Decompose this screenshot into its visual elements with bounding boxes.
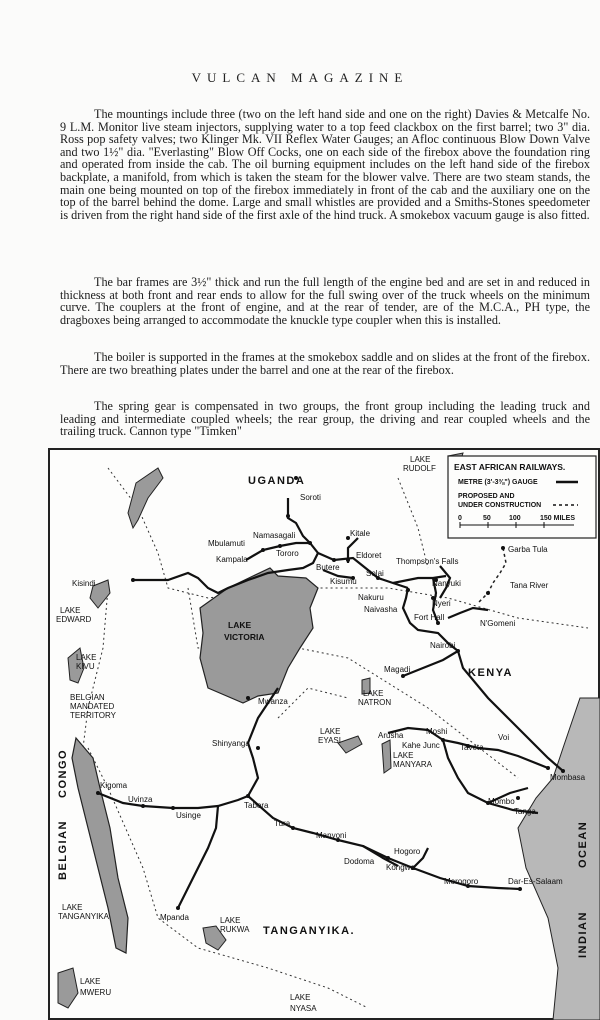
legend-scale-100: 100 <box>509 515 521 522</box>
lake-victoria-label-2: VICTORIA <box>224 632 265 642</box>
region-mandated-1: BELGIAN <box>70 693 105 702</box>
town-manyoni: Manyoni <box>316 831 347 840</box>
lake-natron-label-2: NATRON <box>358 698 392 707</box>
town-mombo: Mombo <box>488 797 515 806</box>
town-tororo: Tororo <box>276 549 299 558</box>
town-nairobi: Nairobi <box>430 641 456 650</box>
lake-tanganyika-label-1: LAKE <box>62 903 83 912</box>
lake-nyasa-label-1: LAKE <box>290 993 311 1002</box>
town-butere: Butere <box>316 563 340 572</box>
town-ngomeni: N'Gomeni <box>480 619 516 628</box>
legend-title: EAST AFRICAN RAILWAYS. <box>454 462 566 472</box>
town-taveta: Taveta <box>460 743 484 752</box>
lake-edward-label-2: EDWARD <box>56 615 92 624</box>
town-mwanza: Mwanza <box>258 697 288 706</box>
lake-nyasa-label-2: NYASA <box>290 1004 317 1013</box>
lake-rukwa-label-2: RUKWA <box>220 925 250 934</box>
paragraph-boiler: The boiler is supported in the frames at the smokebox saddle and on slides at the front of the firebox. There are two breathing plates under the barrel and one at the rear of the firebox. <box>60 350 590 377</box>
lake-edward-label-1: LAKE <box>60 606 81 615</box>
lake-kivu-label-1: LAKE <box>76 653 97 662</box>
town-solai: Solai <box>366 569 384 578</box>
legend-scale-150: 150 MILES <box>540 515 576 522</box>
region-belgian: BELGIAN <box>57 820 69 880</box>
map-legend <box>448 456 596 538</box>
town-mpanda: Mpanda <box>160 913 189 922</box>
region-uganda: UGANDA <box>248 475 306 487</box>
town-eldoret: Eldoret <box>356 551 382 560</box>
map-svg <box>48 448 600 1020</box>
town-voi: Voi <box>498 733 510 742</box>
town-dodoma: Dodoma <box>344 857 375 866</box>
town-mombasa: Mombasa <box>550 773 586 782</box>
region-ocean: OCEAN <box>577 820 589 868</box>
legend-proposed-1: PROPOSED AND <box>458 493 515 500</box>
lake-mweru-label-1: LAKE <box>80 977 101 986</box>
region-mandated-3: TERRITORY <box>70 711 116 720</box>
lake-eyasi-label-2: EYASI <box>318 736 341 745</box>
town-kisumu: Kisumu <box>330 577 357 586</box>
town-tura: Tura <box>274 819 291 828</box>
town-fort-hall: Fort Hall <box>414 613 445 622</box>
lake-manyara-label-2: MANYARA <box>393 760 432 769</box>
town-shinyanga: Shinyanga <box>212 739 250 748</box>
town-dar-es-salaam: Dar-Es-Salaam <box>508 877 563 886</box>
region-congo: CONGO <box>57 748 69 798</box>
lake-rudolf-label-2: RUDOLF <box>403 464 436 473</box>
town-garba-tula: Garba Tula <box>508 545 548 554</box>
town-kitale: Kitale <box>350 529 371 538</box>
legend-scale-50: 50 <box>483 515 491 522</box>
masthead-title: VULCAN MAGAZINE <box>191 70 409 85</box>
lake-victoria-label-1: LAKE <box>228 620 252 630</box>
town-usinge: Usinge <box>176 811 201 820</box>
lake-tanganyika-label-2: TANGANYIKA <box>58 912 109 921</box>
paragraph-bar-frames: The bar frames are 3½" thick and run the full length of the engine bed and are set in and reduced in thickness at both front and rear ends to allow for the full swing over of the truck wheels on the minimum curve. The couplers at the front of engine, and at the rear of tender, are of the M.C.A., PH type, the dragboxes being arranged to accommodate the knuckle type coupler when this is installed. <box>60 275 590 327</box>
lake-manyara-shape <box>382 740 391 773</box>
town-kisindi: Kisindi <box>72 579 96 588</box>
legend-scale-0: 0 <box>458 515 462 522</box>
legend-proposed-2: UNDER CONSTRUCTION <box>458 502 542 509</box>
town-thomsons-falls: Thompson's Falls <box>396 557 459 566</box>
town-nakuru: Nakuru <box>358 593 384 602</box>
town-tanga: Tanga <box>514 807 536 816</box>
town-uvinza: Uvinza <box>128 795 153 804</box>
town-kongwa: Kongwa <box>386 863 415 872</box>
town-tabora: Tabora <box>244 801 269 810</box>
legend-gauge: METRE (3'-3⅜") GAUGE <box>458 479 538 486</box>
region-indian: INDIAN <box>577 911 589 958</box>
east-african-railways-map <box>48 448 600 1020</box>
town-soroti: Soroti <box>300 493 321 502</box>
town-namasagali: Namasagali <box>253 531 296 540</box>
lake-natron-label-1: LAKE <box>363 689 384 698</box>
region-kenya: KENYA <box>468 667 513 679</box>
town-arusha: Arusha <box>378 731 404 740</box>
town-naivasha: Naivasha <box>364 605 398 614</box>
lake-rudolf-label-1: LAKE <box>410 455 431 464</box>
paragraph-mountings: The mountings include three (two on the left hand side and one on the right) Davies & Metcalfe No. 9 L.M. Monitor live steam injectors, supplying water to a top feed clackbox on the first barrel; two 3" dia. Ross pop safety valves; two Klinger Mk. VII Reflex Water Gauges; an Afloc continuous Blow Down Valve and two 1½" dia. "Everlasting" Blow Off Cocks, one on each side of the firebox above the foundation ring and operated from inside the cab. The oil burning equipment includes on the left hand side of the firebox backplate, a manifold, from which is taken the steam for the blower valve. There are two steam stands, the main one being mounted on top of the firebox immediately in front of the cab and the auxiliary one on the top of the barrel behind the dome. Large and small whistles are provided and a Smiths-Stones speedometer is driven from the right hand side of the first axle of the hind truck. A smokebox vacuum gauge is also fitted. <box>60 107 590 222</box>
town-morogoro: Morogoro <box>444 877 479 886</box>
town-nyeri: Nyeri <box>432 599 451 608</box>
town-mbulamuti: Mbulamuti <box>208 539 245 548</box>
lake-mweru-label-2: MWERU <box>80 988 112 997</box>
lake-rukwa-label-1: LAKE <box>220 916 241 925</box>
town-moshi: Moshi <box>426 727 448 736</box>
lake-kivu-label-2: KIVU <box>76 662 95 671</box>
town-magadi: Magadi <box>384 665 411 674</box>
lake-manyara-label-1: LAKE <box>393 751 414 760</box>
town-hogoro: Hogoro <box>394 847 421 856</box>
town-nanyuki: Nanyuki <box>432 579 461 588</box>
paragraph-spring-gear: The spring gear is compensated in two groups, the front group including the leading truck and leading and intermediate coupled wheels; the rear group, the driving and rear coupled wheels and the trailing truck. Cannon type "Timken" <box>60 399 590 439</box>
town-tana-river: Tana River <box>510 581 549 590</box>
town-kigoma: Kigoma <box>100 781 128 790</box>
region-mandated-2: MANDATED <box>70 702 115 711</box>
town-kahe-junc: Kahe Junc <box>402 741 440 750</box>
region-tanganyika: TANGANYIKA. <box>263 925 356 937</box>
town-kampala: Kampala <box>216 555 248 564</box>
lake-eyasi-label-1: LAKE <box>320 727 341 736</box>
